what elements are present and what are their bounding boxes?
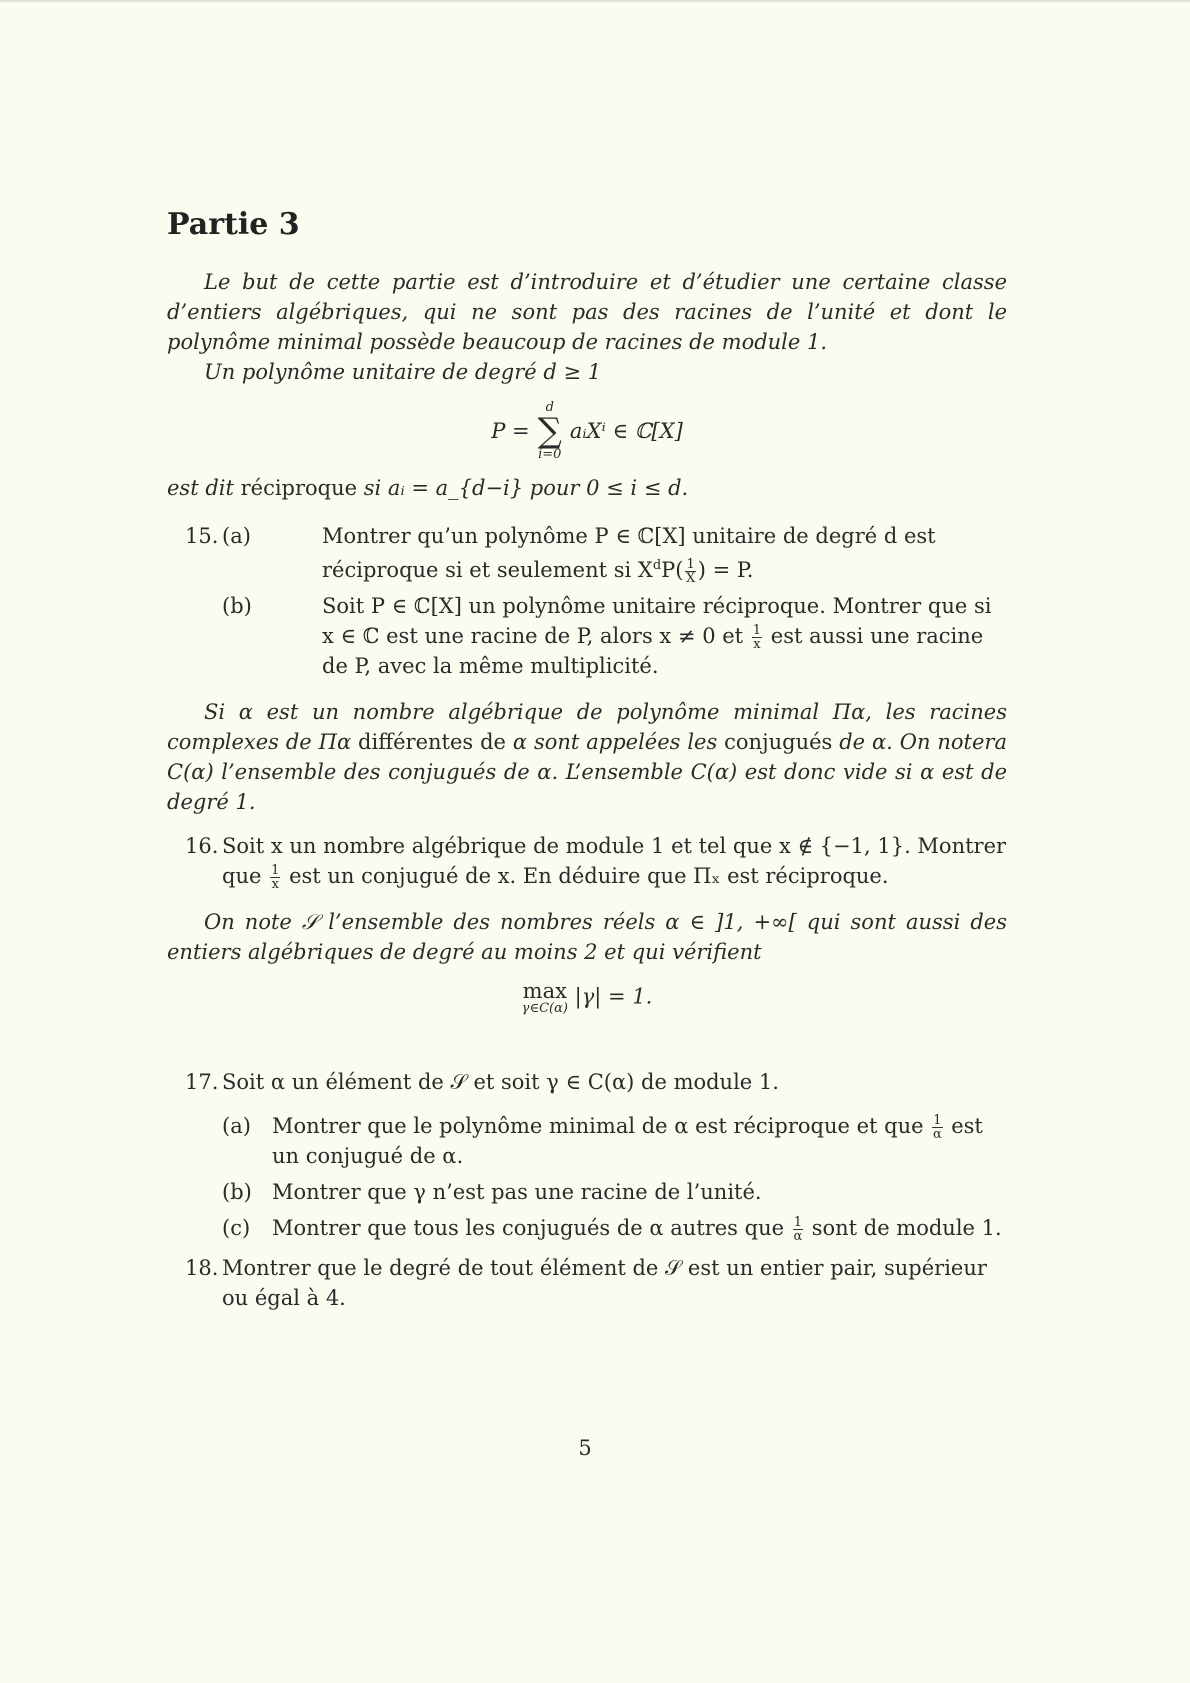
formula-polynomial <box>167 401 1007 461</box>
page-edge <box>0 0 1190 3</box>
intro-paragraph-2: Un polynôme unitaire de degré d ≥ 1 <box>204 360 602 384</box>
subquestion-c <box>222 1213 1007 1243</box>
definition-term: réciproque <box>240 476 358 500</box>
max-subscript: γ∈C(α) <box>521 1001 568 1016</box>
fraction-numerator: 1 <box>752 623 762 638</box>
sum-lower-limit: i=0 <box>538 447 562 462</box>
fraction-numerator: 1 <box>793 1215 802 1230</box>
subquestion-a <box>222 1111 1007 1171</box>
question-number: 18. <box>185 1256 219 1280</box>
subquestion-text: est un conjugué de α. <box>272 1114 983 1168</box>
fraction <box>932 1114 942 1141</box>
question-text: Soit α un élément de 𝒮 et soit γ ∈ C(α) de module 1. <box>222 1070 779 1094</box>
subquestion-label: (a) <box>222 524 251 548</box>
page-number: 5 <box>578 1436 592 1460</box>
fraction <box>752 624 762 651</box>
max-label: max <box>522 979 567 1003</box>
question-text: Montrer que le degré de tout élément de 𝒮 est un entier pair, supérieur ou égal à 4. <box>222 1256 987 1310</box>
exponent: d <box>652 558 662 573</box>
fraction-numerator: 1 <box>933 1113 942 1128</box>
formula-rhs: |γ| = 1. <box>574 984 653 1009</box>
subquestion-text: sont de module 1. <box>811 1216 1002 1240</box>
set-S-paragraph: On note 𝒮 l’ensemble des nombres réels α ∈ ]1, +∞[ qui sont aussi des entiers algébriques de degré au moins 2 et qui vérifient <box>167 910 1007 964</box>
subquestion-b <box>222 591 1007 681</box>
subquestion-text: Soit P ∈ ℂ[X] un polynôme unitaire réciproque. Montrer que si x ∈ ℂ est une racine de P, alors x ≠ 0 et <box>322 594 992 648</box>
subquestion-text: Montrer que le polynôme minimal de α est réciproque et que <box>272 1114 924 1138</box>
subquestion-label: (c) <box>222 1216 251 1240</box>
max-operator <box>522 981 568 1015</box>
paragraph-text: Si α est un nombre algébrique de polynôme minimal Πα, les racines complexes de Πα <box>167 700 1007 754</box>
question-15 <box>167 521 1007 681</box>
fraction-denominator: X <box>685 571 696 586</box>
conjugates-paragraph <box>167 697 1007 817</box>
subquestion-text: Montrer que tous les conjugués de α autres que <box>272 1216 785 1240</box>
formula-max <box>167 981 1007 1015</box>
subquestion-label: (a) <box>222 1114 251 1138</box>
subquestion-text: P( <box>661 558 684 582</box>
question-number: 17. <box>185 1070 219 1094</box>
fraction <box>685 558 695 585</box>
intro <box>167 267 1007 387</box>
question-list-3 <box>167 1067 1007 1313</box>
paragraph-text-roman: différentes de <box>358 730 506 754</box>
subquestions <box>222 1111 1007 1243</box>
fraction <box>793 1216 803 1243</box>
subquestion-label: (b) <box>222 594 252 618</box>
sigma-icon: ∑ <box>537 411 562 451</box>
paragraph-term: conjugués <box>724 730 833 754</box>
question-number: 16. <box>185 834 219 858</box>
fraction-numerator: 1 <box>271 863 280 878</box>
formula-rhs: aᵢXⁱ ∈ ℂ[X] <box>569 419 683 443</box>
question-number: 15. <box>185 524 219 548</box>
question-list-2 <box>167 831 1007 891</box>
subquestion-text: Montrer que γ n’est pas une racine de l’unité. <box>272 1180 762 1204</box>
fraction-denominator: x <box>271 877 279 892</box>
formula-lhs: P = <box>491 419 530 443</box>
definition-pre: est dit <box>167 476 234 500</box>
sum-upper-limit: d <box>545 400 554 415</box>
paragraph-text: α sont appelées les <box>512 730 718 754</box>
subquestion-text: Montrer qu’un polynôme P ∈ ℂ[X] unitaire de degré d est réciproque si et seulement si X <box>322 524 936 582</box>
fraction-numerator: 1 <box>686 557 695 572</box>
intro-paragraph-1: Le but de cette partie est d’introduire et d’étudier une certaine classe d’entiers algébriques, qui ne sont pas des racines de l’unité et dont le polynôme minimal possède beaucoup de racines de module 1. <box>167 270 1007 354</box>
fraction-denominator: α <box>932 1127 942 1142</box>
fraction-denominator: x <box>753 637 761 652</box>
paragraph-text: de α. On notera C(α) l’ensemble des conjugués de α. L’ensemble C(α) est donc vide si α est de degré 1. <box>167 730 1007 814</box>
definition-post: si aᵢ = a_{d−i} pour 0 ≤ i ≤ d. <box>363 476 689 500</box>
fraction <box>270 864 280 891</box>
question-list-1 <box>167 521 1007 681</box>
question-17 <box>167 1067 1007 1243</box>
sum-operator <box>538 401 562 461</box>
definition-line <box>167 473 1007 503</box>
subquestion-b <box>222 1177 1007 1207</box>
question-text: Soit x un nombre algébrique de module 1 et tel que x ∉ {−1, 1}. Montrer que <box>222 834 1007 888</box>
question-text: est un conjugué de x. En déduire que Πₓ est réciproque. <box>289 864 889 888</box>
document-body <box>167 205 1007 1323</box>
subquestion-text: est aussi une racine de P, avec la même multiplicité. <box>322 624 984 678</box>
section-heading: Partie 3 <box>167 207 300 242</box>
subquestion-label: (b) <box>222 1180 252 1204</box>
subquestion-a <box>222 521 1007 586</box>
fraction-denominator: α <box>793 1229 803 1244</box>
question-16 <box>167 831 1007 891</box>
subquestion-text: ) = P. <box>697 558 754 582</box>
subquestions <box>222 521 1007 681</box>
question-18 <box>167 1253 1007 1313</box>
